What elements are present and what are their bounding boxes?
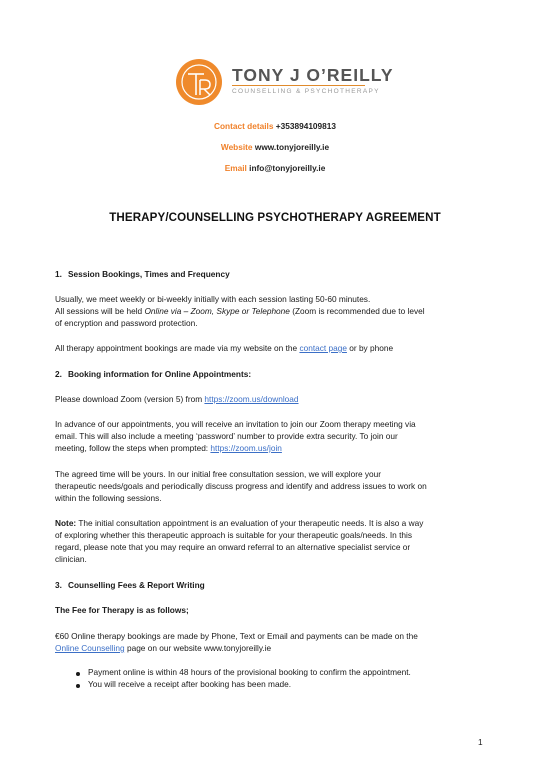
page-number: 1 <box>478 737 483 747</box>
note-line-3: regard, please note that you may require an onward referral to an alternative specialist service or <box>55 542 411 552</box>
section-2-heading <box>55 368 495 380</box>
paragraph <box>55 517 495 529</box>
section-3-heading <box>55 579 495 591</box>
logo-divider <box>232 85 365 86</box>
paragraph <box>55 642 495 654</box>
website-line <box>0 142 550 152</box>
invite-line-1: In advance of our appointments, you will receive an invitation to join our Zoom therapy meeting via <box>55 419 416 429</box>
text-run: or by phone <box>346 343 394 353</box>
zoom-download-link[interactable]: https://zoom.us/download <box>204 394 299 404</box>
list-item: You will receive a receipt after booking has been made. <box>88 679 292 689</box>
section-1-heading <box>55 268 495 280</box>
contact-phone[interactable]: +353894109813 <box>275 121 336 131</box>
text-run: All therapy appointment bookings are made via my website on the <box>55 343 300 353</box>
section-1-heading-text: Session Bookings, Times and Frequency <box>68 269 230 279</box>
paragraph <box>55 529 495 541</box>
website-link[interactable]: www.tonyjoreilly.ie <box>254 142 330 152</box>
contact-page-link[interactable]: contact page <box>299 343 347 353</box>
agreed-line-1: The agreed time will be yours. In our initial free consultation session, we will explore your <box>55 469 382 479</box>
agreed-line-3: within the following sessions. <box>55 493 162 503</box>
invite-line-2: email. This will also include a meeting ‘password’ number to provide extra security. To join our <box>55 431 398 441</box>
section-2-number: 2. <box>55 369 62 379</box>
email-label: Email <box>224 163 247 173</box>
paragraph <box>55 468 495 480</box>
document-title: THERAPY/COUNSELLING PSYCHOTHERAPY AGREEMENT <box>109 211 441 224</box>
note-label: Note: <box>55 518 77 528</box>
paragraph <box>55 418 495 430</box>
email-line <box>0 163 550 173</box>
paragraph <box>55 553 495 565</box>
paragraph <box>55 293 495 305</box>
section-2-heading-text: Booking information for Online Appointments: <box>68 369 252 379</box>
paragraph <box>55 342 495 354</box>
paragraph <box>55 317 495 329</box>
section-1-number: 1. <box>55 269 62 279</box>
text-run: Please download Zoom (version 5) from <box>55 394 205 404</box>
website-label: Website <box>220 142 253 152</box>
session-methods-italic: Online via – Zoom, Skype or Telephone <box>144 306 290 316</box>
paragraph <box>55 492 495 504</box>
contact-details-line <box>0 121 550 131</box>
paragraph <box>55 480 495 492</box>
contact-details-label: Contact details <box>213 121 274 131</box>
email-link[interactable]: info@tonyjoreilly.ie <box>249 163 326 173</box>
logo-tagline: COUNSELLING & PSYCHOTHERAPY <box>232 88 380 95</box>
text-run: All sessions will be held <box>55 306 145 316</box>
text-run: meeting, follow the steps when prompted: <box>55 443 211 453</box>
paragraph <box>55 630 495 642</box>
logo <box>175 58 394 106</box>
text-run: (Zoom is recommended due to level <box>289 306 425 316</box>
fee-heading: The Fee for Therapy is as follows; <box>55 605 189 615</box>
bullet-icon <box>76 672 80 676</box>
section-1-line-3: of encryption and password protection. <box>55 318 198 328</box>
paragraph <box>55 430 495 442</box>
paragraph <box>55 305 495 317</box>
section-3-heading-text: Counselling Fees & Report Writing <box>68 580 205 590</box>
agreed-line-2: therapeutic needs/goals and periodically discuss progress and identify and address issues to work on <box>55 481 427 491</box>
note-line-1: The initial consultation appointment is an evaluation of your therapeutic needs. It is also a way <box>76 518 424 528</box>
section-1-line-1: Usually, we meet weekly or bi-weekly initially with each session lasting 50-60 minutes. <box>55 294 371 304</box>
online-counselling-link[interactable]: Online Counselling <box>55 643 125 653</box>
paragraph <box>55 442 495 454</box>
paragraph <box>55 393 495 405</box>
list-item: Payment online is within 48 hours of the provisional booking to confirm the appointment. <box>88 667 411 677</box>
note-line-2: of exploring whether this therapeutic approach is suitable for your therapeutic goals/needs. In this <box>55 530 412 540</box>
fee-line-1: €60 Online therapy bookings are made by Phone, Text or Email and payments can be made on the <box>55 631 418 641</box>
section-3-number: 3. <box>55 580 62 590</box>
zoom-join-link[interactable]: https://zoom.us/join <box>210 443 282 453</box>
logo-name: TONY J O’REILLY <box>232 65 394 85</box>
note-line-4: clinician. <box>55 554 87 564</box>
paragraph <box>55 541 495 553</box>
tr-monogram-logo-icon <box>175 58 223 106</box>
bullet-icon <box>76 684 80 688</box>
text-run: page on our website www.tonyjoreilly.ie <box>124 643 272 653</box>
